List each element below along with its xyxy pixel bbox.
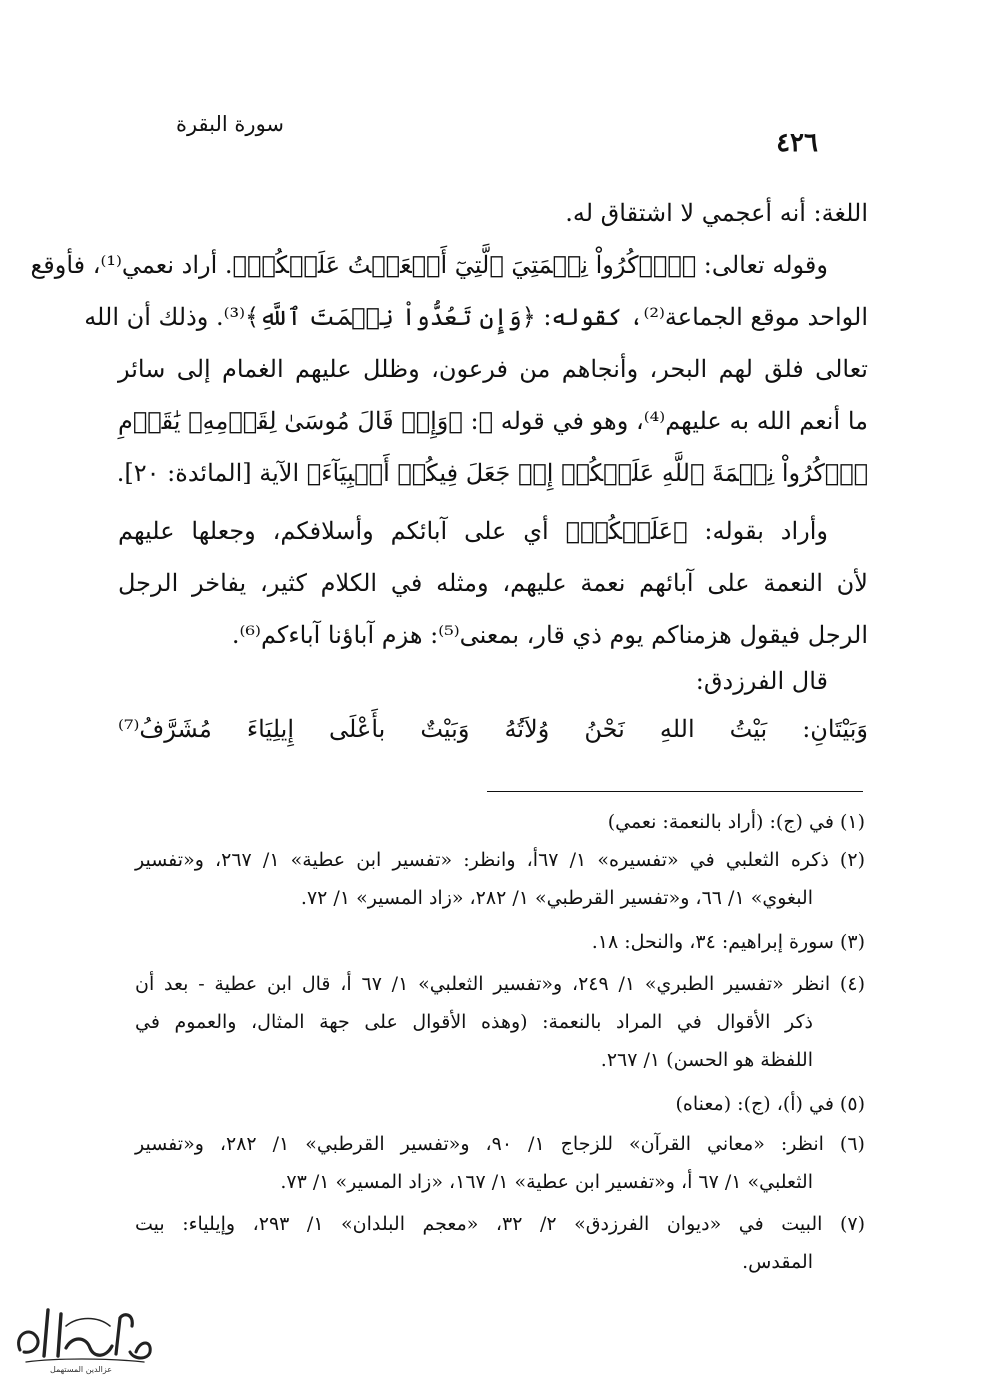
body-line: اللغة: أنه أعجمي لا اشتقاق له. xyxy=(565,199,868,227)
body-line: وأراد بقوله: ﴿عَلَيۡكُمۡ﴾ أي على آبائكم وأسلافكم، وجعلها عليهم xyxy=(118,517,828,545)
footnote-separator xyxy=(487,791,863,792)
body-line: تعالى فلق لهم البحر، وأنجاهم من فرعون، وظلل عليهم الغمام إلى سائر xyxy=(118,355,868,383)
footnote-item: (٥) في (أ)، (ج): (معناه) xyxy=(675,1093,865,1115)
footnote-continuation: اللفظة هو الحسن) ١/ ٢٦٧. xyxy=(600,1049,813,1071)
body-line: ٱذۡكُرُواْ نِعۡمَةَ ٱللَّهِ عَلَيۡكُمۡ إِذۡ جَعَلَ فِيكُمۡ أَنۢبِيَآءَ﴾ الآية [المائدة: ٢٠]. xyxy=(116,459,868,487)
footnote-continuation: ذكر الأقوال في المراد بالنعمة: (وهذه الأقوال على جهة المثال، والعموم في xyxy=(135,1011,813,1033)
publisher-logo-icon xyxy=(6,1296,156,1376)
footnote-continuation: المقدس. xyxy=(742,1251,813,1273)
body-line: وقوله تعالى: ﴿ٱذۡكُرُواْ نِعۡمَتِيَ ٱلَّتِيٓ أَنۡعَمۡتُ عَلَيۡكُمۡ﴾. أراد نعمي⁽¹⁾، فأوقع xyxy=(30,251,828,279)
footnote-continuation: الثعلبي» ١/ ٦٧ أ، و«تفسير ابن عطية» ١/ ١٦٧، «زاد المسير» ١/ ٧٣. xyxy=(280,1171,813,1193)
footnote-item: (٣) سورة إبراهيم: ٣٤، والنحل: ١٨. xyxy=(591,931,865,953)
footnote-item: (٧) البيت في «ديوان الفرزدق» ٢/ ٣٢، «معجم البلدان» ١/ ٢٩٣، وإيلياء: بيت xyxy=(135,1213,865,1235)
footnote-item: (٦) انظر: «معاني القرآن» للزجاج ١/ ٩٠، و«تفسير القرطبي» ١/ ٢٨٢، و«تفسير xyxy=(135,1133,865,1155)
page-number: ٤٢٦ xyxy=(776,128,818,158)
footnote-item: (٤) انظر «تفسير الطبري» ١/ ٢٤٩، و«تفسير الثعلبي» ١/ ٦٧ أ، قال ابن عطية - بعد أن xyxy=(135,973,865,995)
body-line: قال الفرزدق: xyxy=(695,667,828,695)
body-line: لأن النعمة على آبائهم نعمة عليهم، ومثله في الكلام كثير، يفاخر الرجل xyxy=(118,569,868,597)
surah-title: سورة البقرة xyxy=(175,112,285,136)
body-line: الواحد موقع الجماعة⁽²⁾، كقوله: ﴿وَإِن تَعُدُّواْ نِعۡمَتَ ٱللَّهِ﴾⁽³⁾. وذلك أن الله xyxy=(84,303,868,331)
footnote-continuation: البغوي» ١/ ٦٦، و«تفسير القرطبي» ١/ ٢٨٢، «زاد المسير» ١/ ٧٢. xyxy=(300,887,813,909)
logo-subtitle: عزالدين المستهمل xyxy=(49,1365,113,1374)
body-line: ما أنعم الله به عليهم⁽⁴⁾، وهو في قوله ﷻ: ﴿وَإِذۡ قَالَ مُوسَىٰ لِقَوۡمِهِۦ يَٰقَوۡمِ xyxy=(118,407,869,435)
footnote-item: (٢) ذكره الثعلبي في «تفسيره» ١/ ٦٧أ، وانظر: «تفسير ابن عطية» ١/ ٢٦٧، و«تفسير xyxy=(135,849,865,871)
footnote-item: (١) في (ج): (أراد بالنعمة: نعمي) xyxy=(607,811,865,833)
body-line: وَبَيْتَانِ: بَيْتُ اللهِ نَحْنُ وُلاَتُهُ وَبَيْتٌ بأَعْلَى إِيلِيَاءَ مُشَرَّفُ⁽⁷⁾ xyxy=(118,715,868,743)
body-line: الرجل فيقول هزمناكم يوم ذي قار، بمعنى⁽⁵⁾: هزم آباؤنا آباءكم⁽⁶⁾. xyxy=(231,621,868,649)
